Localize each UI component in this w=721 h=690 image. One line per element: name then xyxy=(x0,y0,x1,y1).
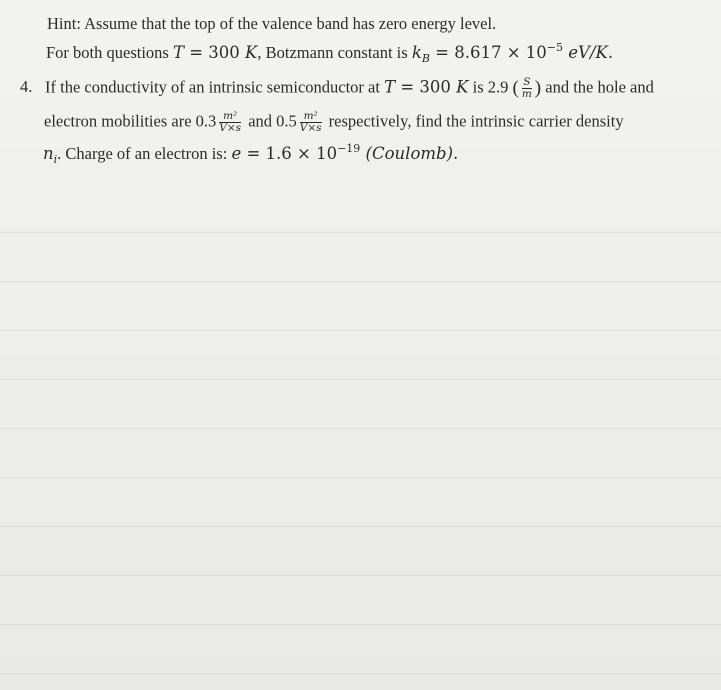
boltzmann-unit: eV/K xyxy=(563,43,608,62)
period: . xyxy=(453,144,459,163)
charge-symbol: e xyxy=(231,144,242,163)
kelvin-unit: K xyxy=(456,77,469,97)
ruled-line xyxy=(0,477,721,478)
period: . xyxy=(607,43,614,62)
ruled-line xyxy=(0,330,721,331)
mobility-unit-fraction xyxy=(219,111,241,134)
charge-unit: (Coulomb) xyxy=(360,144,454,163)
ruled-line xyxy=(0,379,721,380)
ruled-line xyxy=(0,428,721,429)
fraction-denominator: V×s xyxy=(299,122,322,134)
hint-line-2 xyxy=(46,38,613,69)
fraction-numerator: m² xyxy=(219,111,241,123)
ruled-line xyxy=(0,575,721,576)
siemens-per-meter-fraction xyxy=(522,77,532,100)
question-line-1 xyxy=(20,77,32,97)
charge-exponent: −19 xyxy=(337,142,361,155)
question-text: If the conductivity of an intrinsic semiconductor at xyxy=(45,77,385,97)
temperature-symbol: T xyxy=(172,43,184,62)
close-paren: ) xyxy=(534,77,542,99)
ruled-line xyxy=(0,232,721,233)
fraction-numerator: S xyxy=(523,76,531,88)
question-text: . Charge of an electron is: xyxy=(57,144,232,163)
hint-text: , Botzmann constant is xyxy=(257,43,412,62)
ruled-line xyxy=(0,526,721,527)
boltzmann-exponent: −5 xyxy=(546,41,564,54)
question-line-3 xyxy=(43,139,458,170)
open-paren: ( xyxy=(512,77,519,99)
equals-value: = 300 xyxy=(395,77,457,97)
carrier-density-subscript: i xyxy=(53,153,58,166)
question-line-2 xyxy=(44,111,624,134)
boltzmann-symbol: k xyxy=(411,43,422,62)
temperature-symbol: T xyxy=(384,77,396,97)
question-number: 4. xyxy=(20,77,33,96)
ruled-line xyxy=(0,624,721,625)
hint-text: Hint: Assume that the top of the valence band has zero energy level. xyxy=(47,14,497,33)
kelvin-unit: K xyxy=(245,43,258,62)
ruled-line xyxy=(0,281,721,282)
question-text: electron mobilities are 0.3 xyxy=(44,111,217,131)
mobility-unit-fraction xyxy=(300,111,322,134)
boltzmann-value: = 8.617 × 10 xyxy=(429,43,547,62)
question-text: and the hole and xyxy=(541,77,654,97)
boltzmann-subscript: B xyxy=(421,52,430,65)
question-line-1-text xyxy=(45,77,654,100)
hint-line-1 xyxy=(47,14,496,34)
carrier-density-symbol: n xyxy=(43,144,54,163)
charge-value: = 1.6 × 10 xyxy=(241,144,338,163)
fraction-numerator: m² xyxy=(300,111,322,123)
question-text: respectively, find the intrinsic carrier density xyxy=(324,111,624,131)
question-text: and 0.5 xyxy=(244,111,297,131)
fraction-denominator: V×s xyxy=(219,122,242,134)
hint-text: For both questions xyxy=(46,43,173,62)
fraction-denominator: m xyxy=(521,88,532,100)
conductivity-value: is 2.9 xyxy=(468,77,513,97)
ruled-line xyxy=(0,673,721,674)
equals-value: = 300 xyxy=(183,43,246,62)
